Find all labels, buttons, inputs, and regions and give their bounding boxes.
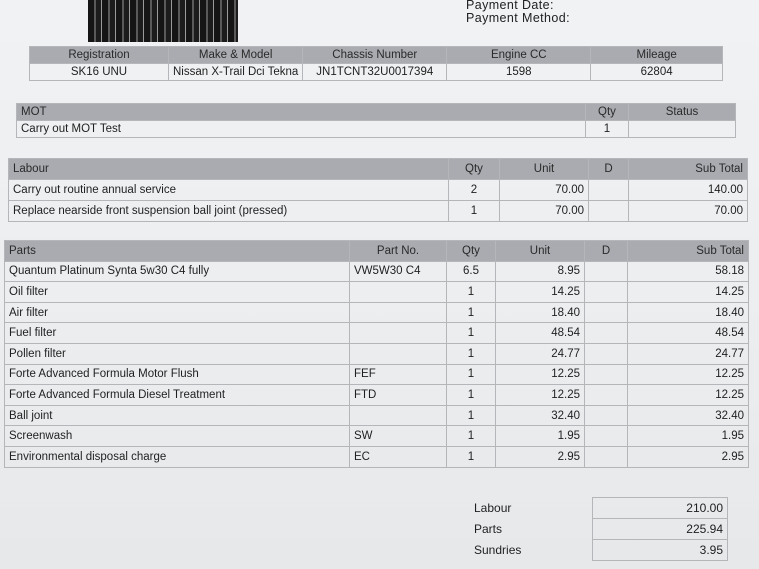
part-desc: Fuel filter [5,323,350,344]
part-subtotal: 1.95 [628,426,749,447]
table-row [9,180,748,201]
part-qty: 1 [447,323,496,344]
part-number [350,302,447,323]
part-unit: 1.95 [496,426,585,447]
part-unit: 48.54 [496,323,585,344]
part-qty: 1 [447,446,496,467]
part-unit: 12.25 [496,385,585,406]
part-d [585,426,628,447]
table-row [5,405,749,426]
totals-table [470,497,728,561]
table-row [5,302,749,323]
part-subtotal: 58.18 [628,261,749,282]
vehicle-header-registration: Registration [30,47,169,64]
part-qty: 1 [447,385,496,406]
part-d [585,261,628,282]
table-row [5,282,749,303]
part-subtotal: 2.95 [628,446,749,467]
total-label-parts: Parts [474,522,503,536]
part-qty: 1 [447,405,496,426]
part-number [350,405,447,426]
total-value-sundries: 3.95 [593,540,728,561]
parts-table [4,240,749,468]
part-d [585,323,628,344]
vehicle-header-mileage: Mileage [591,47,723,64]
vehicle-chassis: JN1TCNT32U0017394 [303,64,447,81]
vehicle-mileage: 62804 [591,64,723,81]
part-d [585,405,628,426]
parts-header-qty: Qty [447,241,496,262]
table-row [5,261,749,282]
part-d [585,302,628,323]
labour-header-subtotal: Sub Total [629,159,748,180]
part-number: FTD [350,385,447,406]
part-unit: 2.95 [496,446,585,467]
part-desc: Screenwash [5,426,350,447]
part-qty: 1 [447,302,496,323]
labour-header-qty: Qty [449,159,500,180]
mot-header: MOT [17,104,586,121]
part-number: SW [350,426,447,447]
vehicle-header-chassis: Chassis Number [303,47,447,64]
part-d [585,385,628,406]
labour-header: Labour [9,159,449,180]
part-subtotal: 18.40 [628,302,749,323]
labour-desc: Replace nearside front suspension ball joint (pressed) [9,201,449,222]
totals-row [470,519,728,540]
table-row [17,121,736,138]
vehicle-header-engine-cc: Engine CC [447,47,591,64]
parts-header: Parts [5,241,350,262]
part-number: FEF [350,364,447,385]
part-d [585,343,628,364]
part-subtotal: 32.40 [628,405,749,426]
part-unit: 18.40 [496,302,585,323]
labour-d [589,180,629,201]
totals-row [470,498,728,519]
table-row [5,426,749,447]
labour-table [8,158,748,222]
part-desc: Ball joint [5,405,350,426]
mot-header-status: Status [629,104,736,121]
labour-subtotal: 140.00 [629,180,748,201]
part-number: VW5W30 C4 [350,261,447,282]
part-qty: 6.5 [447,261,496,282]
part-subtotal: 24.77 [628,343,749,364]
mot-table [16,103,736,138]
table-row [5,385,749,406]
payment-date-label: Payment Date: [466,0,554,12]
total-label-sundries: Sundries [474,543,522,557]
part-subtotal: 14.25 [628,282,749,303]
mot-qty: 1 [586,121,629,138]
labour-header-unit: Unit [500,159,589,180]
part-subtotal: 12.25 [628,364,749,385]
part-unit: 14.25 [496,282,585,303]
labour-subtotal: 70.00 [629,201,748,222]
labour-d [589,201,629,222]
part-number [350,323,447,344]
part-desc: Forte Advanced Formula Motor Flush [5,364,350,385]
totals-row [470,540,728,561]
part-subtotal: 12.25 [628,385,749,406]
labour-unit: 70.00 [500,180,589,201]
parts-header-d: D [585,241,628,262]
vehicle-header-make-model: Make & Model [169,47,303,64]
payment-method-label: Payment Method: [466,11,570,25]
part-desc: Pollen filter [5,343,350,364]
part-unit: 12.25 [496,364,585,385]
table-row [5,364,749,385]
part-d [585,364,628,385]
part-desc: Forte Advanced Formula Diesel Treatment [5,385,350,406]
part-d [585,446,628,467]
table-row [9,201,748,222]
labour-desc: Carry out routine annual service [9,180,449,201]
part-unit: 32.40 [496,405,585,426]
vehicle-registration: SK16 UNU [30,64,169,81]
parts-header-part-no: Part No. [350,241,447,262]
part-desc: Quantum Platinum Synta 5w30 C4 fully [5,261,350,282]
total-label-labour: Labour [474,501,512,515]
part-desc: Air filter [5,302,350,323]
part-desc: Oil filter [5,282,350,303]
mot-header-qty: Qty [586,104,629,121]
redacted-logo [88,0,238,42]
table-row [5,446,749,467]
part-qty: 1 [447,282,496,303]
part-unit: 8.95 [496,261,585,282]
total-value-parts: 225.94 [593,519,728,540]
part-unit: 24.77 [496,343,585,364]
labour-qty: 2 [449,180,500,201]
vehicle-engine-cc: 1598 [447,64,591,81]
labour-header-d: D [589,159,629,180]
part-desc: Environmental disposal charge [5,446,350,467]
labour-unit: 70.00 [500,201,589,222]
part-number [350,282,447,303]
part-qty: 1 [447,343,496,364]
part-subtotal: 48.54 [628,323,749,344]
part-number [350,343,447,364]
part-number: EC [350,446,447,467]
parts-header-subtotal: Sub Total [628,241,749,262]
mot-desc: Carry out MOT Test [17,121,586,138]
vehicle-table [29,46,723,81]
table-row [5,343,749,364]
total-value-labour: 210.00 [593,498,728,519]
parts-header-unit: Unit [496,241,585,262]
part-qty: 1 [447,426,496,447]
vehicle-make-model: Nissan X-Trail Dci Tekna [169,64,303,81]
mot-status [629,121,736,138]
labour-qty: 1 [449,201,500,222]
part-qty: 1 [447,364,496,385]
table-row [5,323,749,344]
part-d [585,282,628,303]
